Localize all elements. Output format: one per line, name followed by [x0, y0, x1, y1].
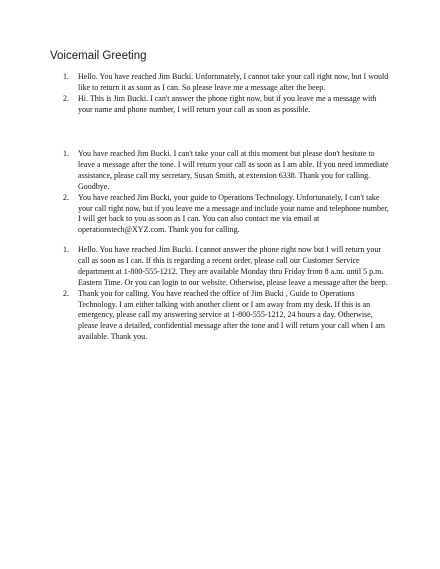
- list-item-text: You have reached Jim Bucki, your guide to Operations Technology. Unfortunately, I can't take your call right now, but if you leave me a message and include your name and telephone number, I will get back to you as soon as I can. You can also contact me via email at operationstech@XYZ.com. Thank you for calling.: [78, 192, 389, 235]
- list-item: [50, 149, 392, 193]
- greeting-group-2: [50, 149, 392, 236]
- document-title: Voicemail Greeting: [50, 50, 147, 62]
- list-item-number: 2.: [63, 192, 69, 202]
- list-item-number: 2.: [63, 288, 69, 298]
- list-item-text: Hello. You have reached Jim Bucki. Unfortunately, I cannot take your call right now, but I would like to return it as soon as I can. So please leave me a message after the beep.: [78, 72, 389, 92]
- list-item-number: 2.: [63, 93, 69, 103]
- list-item: [50, 94, 392, 116]
- greeting-group-3: [50, 245, 392, 343]
- list-item: [50, 245, 392, 289]
- greeting-group-1: [50, 72, 392, 116]
- list-item-text: Hello. You have reached Jim Bucki. I cannot answer the phone right now but I will return your call as soon as I can. If this is regarding a recent order, please call our Customer Service department at 1-800-555-1212. They are available Monday thru Friday from 8 a.m. until 5 p.m. Eastern Time. Or you can login to our website. Otherwise, please leave a message after the beep.: [78, 245, 388, 287]
- list-item-text: You have reached Jim Bucki. I can't take your call at this moment but please don't hesitate to leave a message after the tone. I will return your call as soon as I am able. If you need immediate assistance, please call my secretary, Susan Smith, at extension 6338. Thank you for calling. Goodbye.: [78, 149, 389, 191]
- list-item-number: 1.: [63, 72, 69, 81]
- list-item-number: 1.: [63, 149, 69, 158]
- list-item: [50, 193, 392, 237]
- list-item-text: Thank you for calling. You have reached the office of Jim Bucki , Guide to Operations Technology. I am either talking with another client or I am away from my desk. If this is an emergency, please call my answering service at 1-800-555-1212, 24 hours a day. Otherwise, please leave a detailed, confidential message after the tone and I will return your call when I am available. Thank you.: [78, 288, 385, 342]
- list-item-text: Hi. This is Jim Bucki. I can't answer the phone right now, but if you leave me a message with your name and phone number, I will return your call as soon as possible.: [78, 93, 377, 114]
- list-item-number: 1.: [63, 245, 69, 254]
- list-item: [50, 72, 392, 94]
- list-item: [50, 289, 392, 344]
